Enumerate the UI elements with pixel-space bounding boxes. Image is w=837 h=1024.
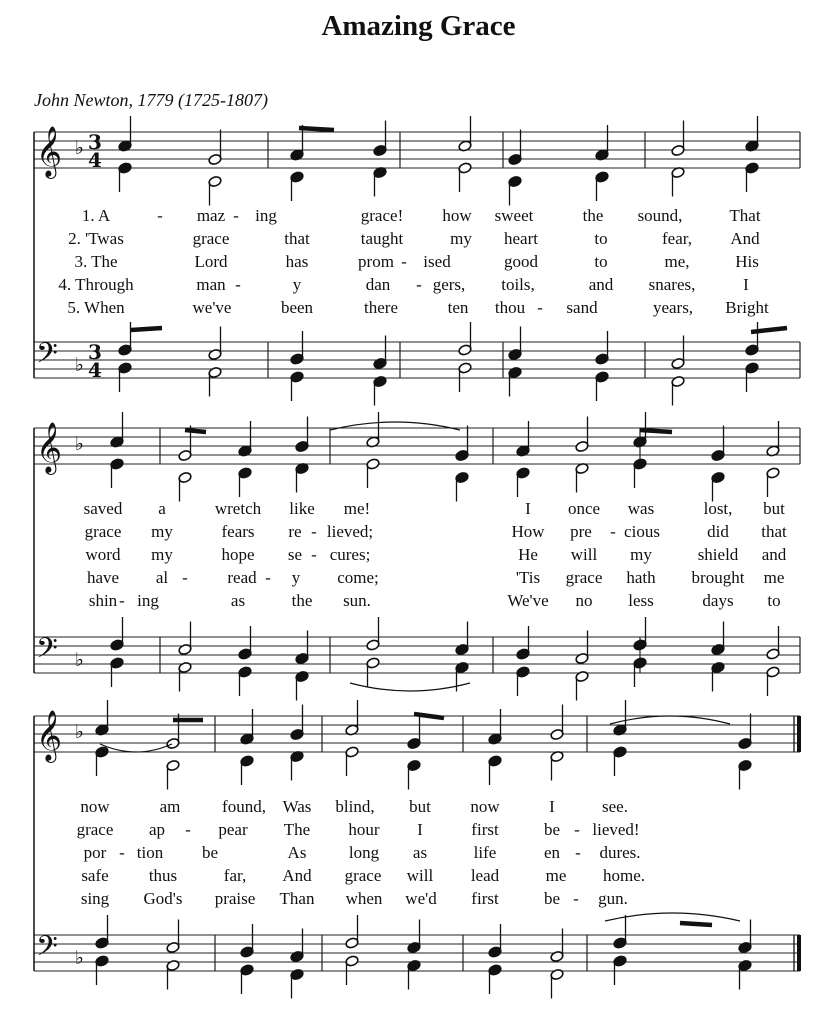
note-beam [640,430,672,432]
lyric-syllable: 3. The [74,252,118,271]
lyric-syllable: - [157,206,163,225]
lyric-syllable: as [230,591,246,610]
lyric-syllable: - [401,252,407,271]
lyric-syllable: did [707,522,729,541]
lyric-syllable: grace [192,229,230,248]
lyric-syllable: y [292,275,302,294]
flat-sign-icon: ♭ [75,137,84,159]
lyric-syllable: me, [664,252,690,271]
lyric-syllable: safe [81,866,109,885]
lyric-syllable: saved [83,499,123,518]
lyric-syllable: God's [143,889,183,908]
lyric-syllable: And [730,229,760,248]
lyric-syllable: a [158,499,166,518]
lyric-syllable: ten [447,298,469,317]
lyric-syllable: grace [76,820,114,839]
lyric-syllable: me [763,568,785,587]
lyric-syllable: 4. Through [58,275,134,294]
lyric-syllable: re [288,522,302,541]
final-barline [797,716,801,752]
note-beam [299,128,334,130]
treble-clef-icon: 𝄞 [36,126,63,177]
lyric-syllable: less [628,591,654,610]
lyric-syllable: read [227,568,257,587]
lyric-syllable: - [573,889,579,908]
lyric-syllable: - [185,820,191,839]
lyric-syllable: sing [80,889,110,908]
lyric-syllable: lead [470,866,500,885]
lyric-syllable: but [763,499,785,518]
lyric-syllable: when [345,889,383,908]
lyric-syllable: be [543,889,561,908]
lyric-syllable: the [582,206,604,225]
lyric-syllable: ing [137,591,159,610]
lyric-syllable: far, [223,866,247,885]
flat-sign-icon: ♭ [75,354,84,376]
lyric-syllable: grace [84,522,122,541]
lyric-syllable: gun. [598,889,628,908]
time-signature-top: 3 [88,130,102,154]
lyric-syllable: Bright [725,298,769,317]
lyric-syllable: am [159,797,181,816]
lyric-syllable: sun. [343,591,371,610]
lyric-syllable: now [470,797,500,816]
lyric-syllable: wretch [214,499,262,518]
lyric-syllable: shin [88,591,118,610]
lyric-syllable: we'd [405,889,437,908]
lyric-syllable: por [83,843,107,862]
tie-curve [100,744,172,752]
lyric-syllable: en [543,843,561,862]
lyric-syllable: word [85,545,121,564]
treble-clef-icon: 𝄞 [36,422,63,473]
lyric-syllable: how [442,206,472,225]
lyric-syllable: lost, [703,499,733,518]
lyric-syllable: And [282,866,312,885]
lyric-syllable: se [287,545,303,564]
lyric-syllable: lieved; [326,522,374,541]
lyric-syllable: 5. When [67,298,125,317]
bass-clef-icon: 𝄢 [36,632,58,672]
lyric-syllable: I [743,275,749,294]
lyric-syllable: y [291,568,301,587]
note-beam [414,714,444,718]
lyric-syllable: - [416,275,422,294]
lyric-syllable: grace [565,568,603,587]
lyric-syllable: ap [148,820,166,839]
lyric-syllable: cures; [329,545,371,564]
lyric-syllable: first [471,889,499,908]
lyric-syllable: grace [344,866,382,885]
lyric-syllable: found, [222,797,266,816]
lyric-syllable: and [761,545,787,564]
lyric-syllable: see. [602,797,628,816]
lyric-syllable: hath [626,568,656,587]
flat-sign-icon: ♭ [75,433,84,455]
lyric-syllable: dan [365,275,391,294]
lyric-syllable: my [151,522,173,541]
final-barline [797,935,801,971]
lyric-syllable: maz [196,206,226,225]
lyric-syllable: - [311,522,317,541]
tie-curve [610,716,730,724]
lyric-syllable: praise [214,889,256,908]
lyric-syllable: - [119,591,125,610]
lyric-syllable: my [151,545,173,564]
lyric-syllable: there [364,298,398,317]
lyric-syllable: man [196,275,226,294]
lyric-syllable: The [283,820,311,839]
lyric-syllable: Was [282,797,312,816]
lyric-syllable: been [280,298,314,317]
lyric-syllable: Lord [194,252,228,271]
lyric-syllable: sweet [494,206,534,225]
lyric-syllable: to [767,591,781,610]
time-signature-bottom: 4 [88,358,102,382]
lyric-syllable: good [504,252,538,271]
treble-staff [34,428,800,464]
lyric-syllable: that [761,522,787,541]
lyric-syllable: like [289,499,315,518]
lyric-syllable: - [235,275,241,294]
lyric-syllable: snares, [648,275,696,294]
lyric-syllable: 'Tis [515,568,541,587]
treble-clef-icon: 𝄞 [36,710,63,761]
lyric-syllable: I [549,797,555,816]
lyric-syllable: will [406,866,434,885]
lyric-syllable: cious [624,522,660,541]
lyric-syllable: life [473,843,497,862]
note-beam [185,430,206,432]
lyric-syllable: my [630,545,652,564]
lyric-syllable: - [575,843,581,862]
lyric-syllable: - [311,545,317,564]
lyric-syllable: have [86,568,120,587]
note-beam [751,328,787,332]
flat-sign-icon: ♭ [75,947,84,969]
lyric-syllable: dures. [599,843,641,862]
lyric-syllable: hope [221,545,255,564]
lyric-syllable: be [543,820,561,839]
lyric-syllable: fears [221,522,255,541]
note-beam [131,328,162,330]
lyric-syllable: taught [360,229,404,248]
lyric-syllable: heart [504,229,538,248]
lyric-syllable: 1. A [81,206,111,225]
lyric-syllable: I [525,499,531,518]
lyric-syllable: tion [136,843,164,862]
flat-sign-icon: ♭ [75,721,84,743]
lyric-syllable: me! [343,499,371,518]
bass-staff [34,342,800,378]
lyric-syllable: fear, [662,229,692,248]
lyric-syllable: ing [255,206,277,225]
lyric-syllable: the [291,591,313,610]
lyric-syllable: pre [570,522,592,541]
lyric-syllable: once [567,499,601,518]
lyric-syllable: al [155,568,169,587]
lyric-syllable: He [518,545,538,564]
time-signature-bottom: 4 [88,148,102,172]
lyric-syllable: toils, [501,275,535,294]
flat-sign-icon: ♭ [75,649,84,671]
lyric-syllable: long [348,843,380,862]
lyric-syllable: no [575,591,593,610]
lyric-syllable: years, [652,298,694,317]
lyric-syllable: shield [697,545,739,564]
tie-curve [330,422,460,430]
time-signature-top: 3 [88,340,102,364]
lyric-syllable: my [450,229,472,248]
treble-staff [34,132,800,168]
lyric-syllable: prom [358,252,394,271]
lyric-syllable: as [412,843,428,862]
lyric-syllable: first [471,820,499,839]
lyric-syllable: now [80,797,110,816]
lyric-syllable: me [545,866,567,885]
lyric-syllable: We've [507,591,549,610]
lyric-syllable: hour [348,820,380,839]
hymn-title: Amazing Grace [321,10,516,42]
lyric-syllable: - [574,820,580,839]
lyric-syllable: - [537,298,543,317]
lyric-syllable: - [182,568,188,587]
lyric-syllable: pear [218,820,248,839]
lyric-syllable: we've [192,298,232,317]
lyric-syllable: ised [423,252,451,271]
bass-clef-icon: 𝄢 [36,337,58,377]
lyric-syllable: 2. 'Twas [68,229,124,248]
lyric-syllable: How [511,522,545,541]
note-beam [680,923,712,925]
lyric-syllable: - [610,522,616,541]
lyric-syllable: gers, [432,275,466,294]
lyric-syllable: and [588,275,614,294]
lyric-syllable: to [594,252,608,271]
lyric-syllable: home. [602,866,646,885]
lyric-syllable: that [284,229,310,248]
lyric-syllable: will [570,545,598,564]
bass-staff [34,637,800,673]
lyric-syllable: Than [279,889,315,908]
composer-credit: John Newton, 1779 (1725-1807) [34,90,268,110]
lyric-syllable: - [265,568,271,587]
lyric-syllable: lieved! [592,820,640,839]
lyric-syllable: thus [148,866,178,885]
lyric-syllable: was [627,499,655,518]
lyric-syllable: be [201,843,219,862]
lyric-syllable: days [702,591,734,610]
lyric-syllable: come; [337,568,379,587]
lyric-syllable: I [417,820,423,839]
lyric-syllable: has [285,252,309,271]
lyric-syllable: - [119,843,125,862]
lyric-syllable: - [233,206,239,225]
lyric-syllable: blind, [335,797,375,816]
lyric-syllable: to [594,229,608,248]
lyric-syllable: sound, [637,206,683,225]
lyric-syllable: That [729,206,761,225]
lyric-syllable: grace! [360,206,404,225]
lyric-syllable: but [409,797,431,816]
lyric-syllable: His [735,252,759,271]
lyric-syllable: thou [494,298,526,317]
lyric-syllable: As [287,843,307,862]
lyric-syllable: sand [566,298,598,317]
bass-clef-icon: 𝄢 [36,930,58,970]
lyric-syllable: brought [691,568,745,587]
